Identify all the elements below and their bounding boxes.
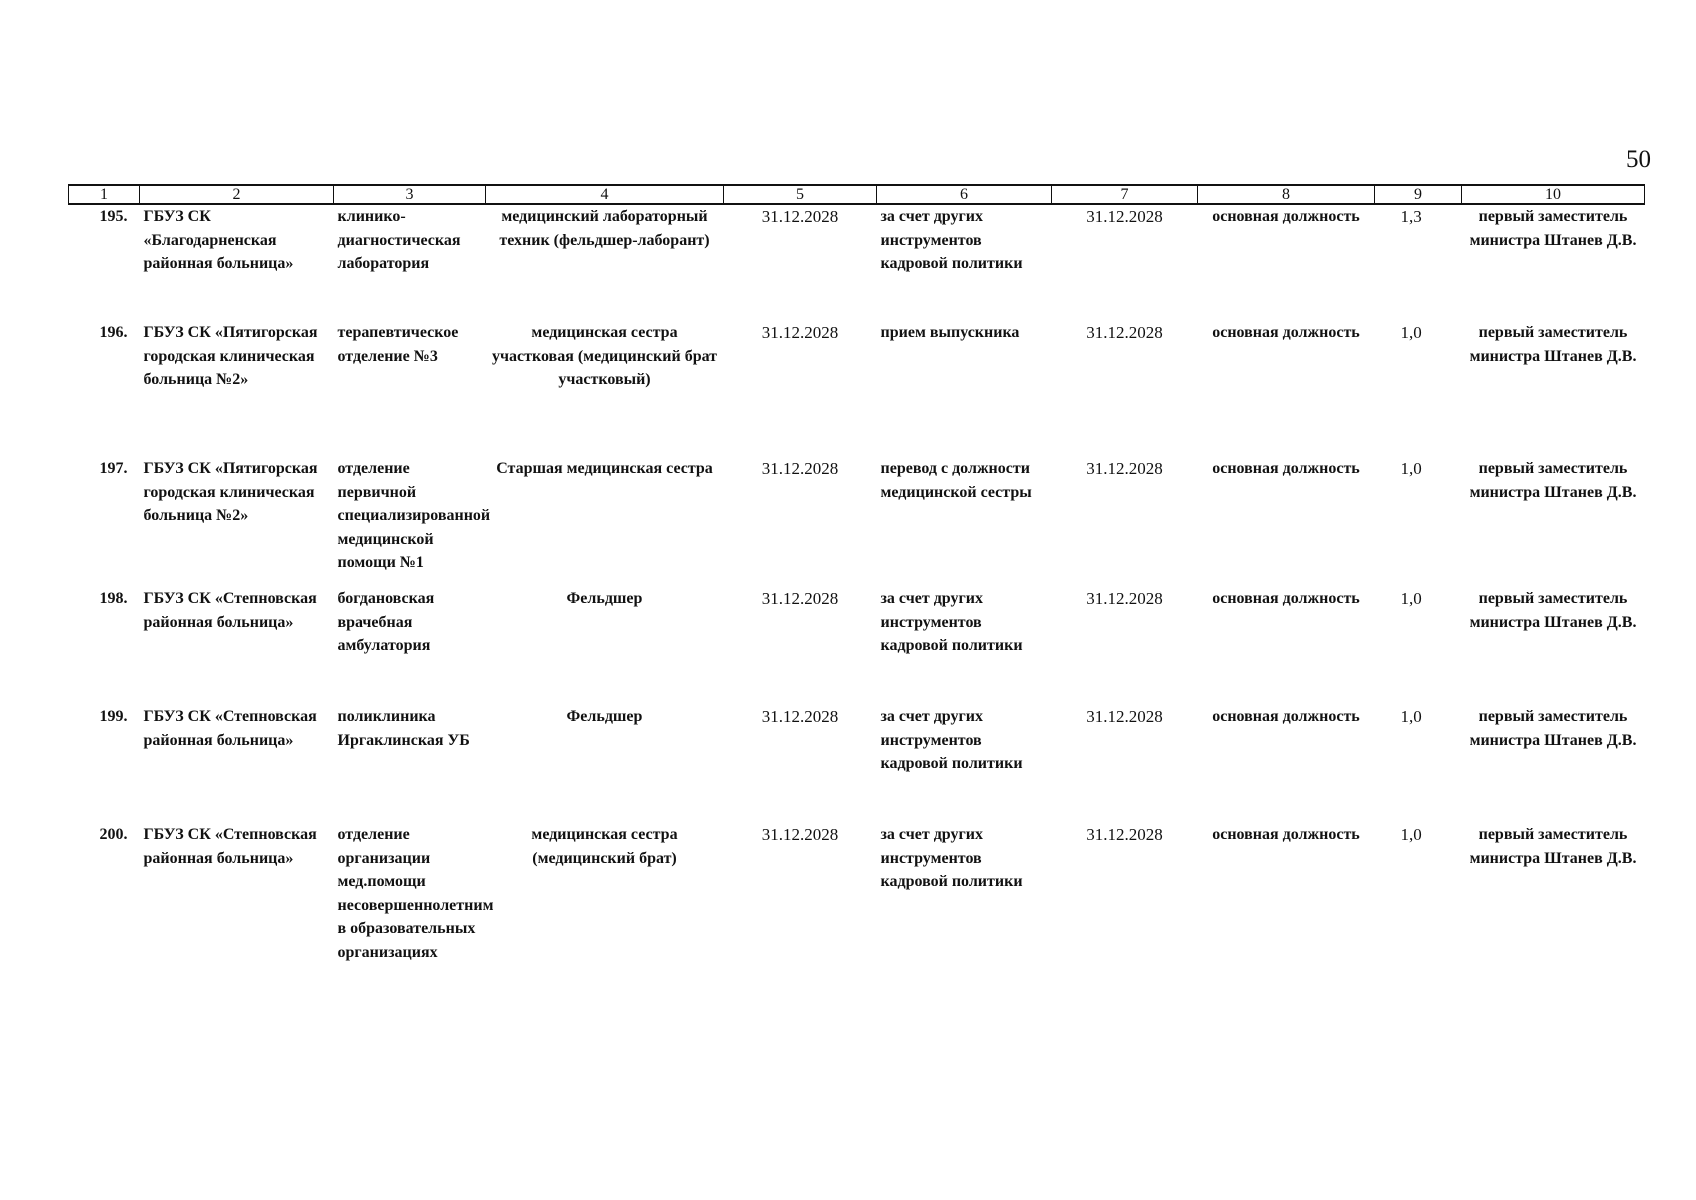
- responsible-cell: первый заместитель министра Штанев Д.В.: [1469, 708, 1637, 749]
- table-row: [69, 321, 1645, 457]
- date-cell: 31.12.2028: [761, 589, 839, 608]
- organization-cell: ГБУЗ СК «Степновская районная больница»: [143, 826, 317, 867]
- column-header-3: 3: [334, 185, 486, 204]
- row-number: 196.: [99, 324, 128, 341]
- header-row: [69, 185, 1645, 204]
- date-cell: 31.12.2028: [761, 207, 839, 226]
- position-type-cell: основная должность: [1212, 460, 1360, 477]
- table-row: [69, 204, 1645, 321]
- organization-cell: ГБУЗ СК «Пятигорская городская клиническая больница №2»: [143, 460, 318, 524]
- date-cell: 31.12.2028: [761, 707, 839, 726]
- rate-cell: 1,3: [1400, 207, 1422, 226]
- column-header-6: 6: [877, 185, 1052, 204]
- responsible-cell: первый заместитель министра Штанев Д.В.: [1469, 460, 1637, 501]
- deadline-cell: 31.12.2028: [1086, 589, 1163, 608]
- deadline-cell: 31.12.2028: [1086, 207, 1163, 226]
- rate-cell: 1,0: [1400, 589, 1422, 608]
- position-type-cell: основная должность: [1212, 590, 1360, 607]
- column-header-4: 4: [486, 185, 724, 204]
- page-number: 50: [1626, 146, 1651, 173]
- position-type-cell: основная должность: [1212, 324, 1360, 341]
- organization-cell: ГБУЗ СК «Степновская районная больница»: [143, 708, 317, 749]
- department-cell: поликлиника Иргаклинская УБ: [337, 708, 470, 749]
- table-row: [69, 705, 1645, 823]
- department-cell: отделение первичной специализированной медицинской помощи №1: [337, 460, 491, 571]
- deadline-cell: 31.12.2028: [1086, 323, 1163, 342]
- organization-cell: ГБУЗ СК «Пятигорская городская клиническая больница №2»: [143, 324, 318, 388]
- responsible-cell: первый заместитель министра Штанев Д.В.: [1469, 208, 1637, 249]
- method-cell: за счет других инструментов кадровой политики: [880, 208, 1023, 272]
- staffing-table: [68, 184, 1645, 983]
- deadline-cell: 31.12.2028: [1086, 459, 1163, 478]
- department-cell: клинико-диагностическая лаборатория: [337, 208, 461, 272]
- method-cell: за счет других инструментов кадровой политики: [880, 708, 1023, 772]
- column-header-2: 2: [140, 185, 334, 204]
- position-type-cell: основная должность: [1212, 208, 1360, 225]
- responsible-cell: первый заместитель министра Штанев Д.В.: [1469, 324, 1637, 365]
- column-header-10: 10: [1462, 185, 1645, 204]
- rate-cell: 1,0: [1400, 459, 1422, 478]
- date-cell: 31.12.2028: [761, 825, 839, 844]
- deadline-cell: 31.12.2028: [1086, 825, 1163, 844]
- responsible-cell: первый заместитель министра Штанев Д.В.: [1469, 590, 1637, 631]
- position-cell: медицинская сестра участковая (медицинский брат участковый): [491, 324, 718, 388]
- rate-cell: 1,0: [1400, 825, 1422, 844]
- date-cell: 31.12.2028: [761, 459, 839, 478]
- rate-cell: 1,0: [1400, 323, 1422, 342]
- column-header-5: 5: [724, 185, 877, 204]
- position-cell: Старшая медицинская сестра: [496, 460, 713, 477]
- row-number: 200.: [99, 826, 128, 843]
- position-type-cell: основная должность: [1212, 708, 1360, 725]
- department-cell: отделение организации мед.помощи несовершеннолетним в образовательных организациях: [337, 826, 494, 961]
- table-row: [69, 457, 1645, 587]
- department-cell: богдановская врачебная амбулатория: [337, 590, 435, 654]
- method-cell: перевод с должности медицинской сестры: [880, 460, 1032, 501]
- table-row: [69, 587, 1645, 705]
- column-header-9: 9: [1375, 185, 1462, 204]
- row-number: 198.: [99, 590, 128, 607]
- position-cell: Фельдшер: [566, 708, 643, 725]
- date-cell: 31.12.2028: [761, 323, 839, 342]
- method-cell: за счет других инструментов кадровой политики: [880, 590, 1023, 654]
- deadline-cell: 31.12.2028: [1086, 707, 1163, 726]
- method-cell: прием выпускника: [880, 324, 1020, 341]
- position-cell: медицинский лабораторный техник (фельдшер-лаборант): [499, 208, 710, 249]
- row-number: 199.: [99, 708, 128, 725]
- table-row: [69, 823, 1645, 983]
- department-cell: терапевтическое отделение №3: [337, 324, 459, 365]
- position-cell: медицинская сестра (медицинский брат): [531, 826, 678, 867]
- column-header-1: 1: [69, 185, 140, 204]
- row-number: 195.: [99, 208, 128, 225]
- organization-cell: ГБУЗ СК «Благодарненская районная больница»: [143, 208, 294, 272]
- position-cell: Фельдшер: [566, 590, 643, 607]
- method-cell: за счет других инструментов кадровой политики: [880, 826, 1023, 890]
- row-number: 197.: [99, 460, 128, 477]
- responsible-cell: первый заместитель министра Штанев Д.В.: [1469, 826, 1637, 867]
- column-header-7: 7: [1052, 185, 1198, 204]
- organization-cell: ГБУЗ СК «Степновская районная больница»: [143, 590, 317, 631]
- rate-cell: 1,0: [1400, 707, 1422, 726]
- position-type-cell: основная должность: [1212, 826, 1360, 843]
- column-header-8: 8: [1198, 185, 1375, 204]
